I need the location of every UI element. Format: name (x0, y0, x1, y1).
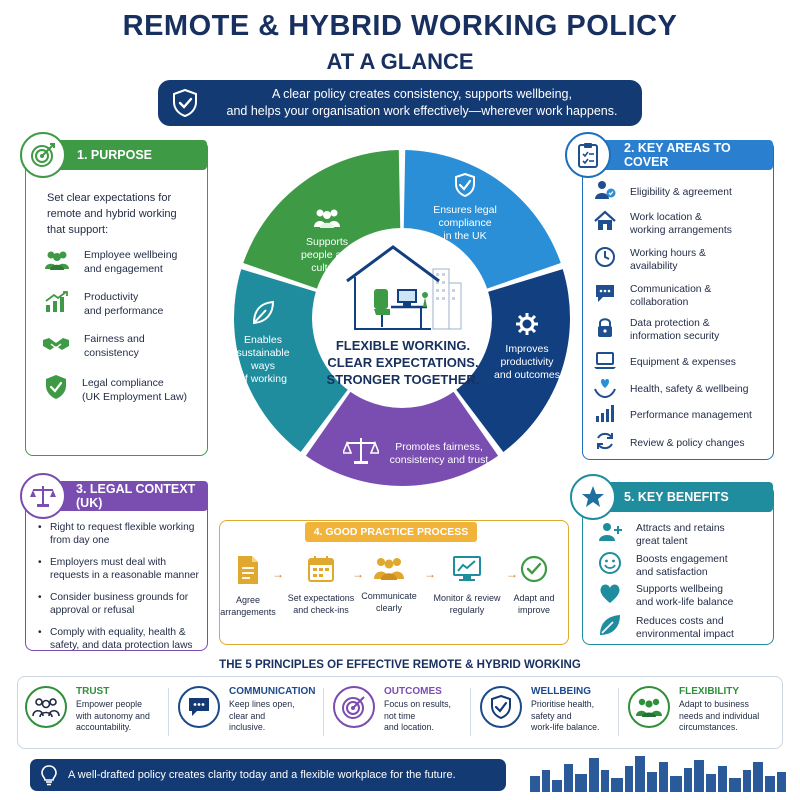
heart-hands-icon (594, 376, 616, 403)
benefit-item (598, 582, 733, 609)
key-area-line-1: Review & policy changes (630, 438, 745, 449)
shield-check-icon (420, 173, 510, 201)
key-area-line-1: Data protection & (630, 317, 710, 329)
segment-line: sustainable (236, 347, 290, 359)
principle-trust (25, 682, 150, 742)
principle-line: circumstances. (679, 722, 738, 732)
principle-line: Adapt to business (679, 699, 749, 709)
team-icon (25, 686, 67, 728)
legal-item-line-1: • Consider business grounds for (50, 592, 189, 603)
step-line-1: Agree (235, 595, 261, 605)
legal-item (38, 626, 208, 652)
banner-line-1: A clear policy creates consistency, supports wellbeing, (272, 87, 572, 101)
refresh-icon (594, 430, 616, 457)
principle-line: Empower people (76, 699, 143, 709)
principle-line: with autonomy and (76, 710, 150, 721)
purpose-intro-line-1: Set clear expectations for (47, 192, 172, 204)
person-check-icon (594, 180, 616, 205)
gear-icon (484, 312, 570, 340)
scales-icon (20, 473, 66, 519)
footer-banner (30, 759, 506, 791)
bar-chart-icon (594, 403, 616, 428)
benefit-item (598, 613, 734, 642)
segment-line: productivity (500, 356, 554, 368)
purpose-item (42, 332, 145, 360)
key-area-line-1: Performance management (630, 410, 752, 421)
laptop-icon (594, 350, 616, 375)
legal-item-line-2: from day one (50, 535, 110, 546)
purpose-item-line-2: and performance (84, 305, 164, 317)
principle-outcomes (333, 682, 451, 742)
lightbulb-icon (30, 764, 68, 786)
principle-line: Focus on results, (384, 699, 451, 709)
purpose-item (44, 248, 177, 276)
legal-heading: 3. LEGAL CONTEXT (UK) (32, 481, 208, 511)
arrow-right-icon: → (272, 567, 284, 581)
purpose-item-line-1: Fairness and (84, 333, 145, 345)
benefit-line-2: great talent (636, 535, 688, 547)
principle-line: needs and individual (679, 710, 760, 721)
segment-line: Enables (244, 334, 282, 346)
process-step (499, 555, 569, 616)
step-line-2: regularly (449, 605, 485, 615)
divider (168, 688, 169, 736)
segment-line: Supports (305, 236, 349, 248)
key-area-item (594, 376, 748, 403)
people-icon (44, 249, 70, 276)
key-areas-heading: 2. KEY AREAS TO COVER (588, 140, 773, 170)
process-step (428, 555, 506, 616)
center-line: STRONGER TOGETHER. (326, 372, 480, 387)
process-step (354, 555, 424, 614)
key-area-line-1: Health, safety & wellbeing (630, 384, 749, 395)
purpose-item-line-2: (UK Employment Law) (82, 390, 188, 403)
key-area-item (594, 316, 719, 343)
purpose-item-line-1: Productivity (84, 291, 139, 303)
legal-item (38, 556, 208, 582)
purpose-item (44, 374, 187, 405)
legal-item-line-2: requests in a reasonable manner (50, 570, 199, 581)
principle-name: OUTCOMES (384, 686, 442, 697)
benefit-line-1: Supports wellbeing (636, 583, 724, 595)
leaf-icon (598, 613, 622, 642)
page-subtitle: AT A GLANCE (326, 49, 474, 74)
wheel-segment-legal (420, 173, 510, 243)
key-area-item (594, 210, 732, 237)
segment-line: of working (239, 373, 287, 385)
principle-name: FLEXIBILITY (679, 686, 739, 697)
segment-line: people and (301, 249, 353, 261)
clock-icon (594, 246, 616, 273)
star-icon (570, 474, 616, 520)
principle-flexibility (628, 682, 759, 742)
home-office-illustration (341, 243, 465, 333)
segment-line: consistency and trust (389, 454, 489, 466)
purpose-item-line-1: Employee wellbeing (84, 249, 178, 261)
principle-name: WELLBEING (531, 686, 591, 697)
step-line-2: arrangements (220, 607, 276, 617)
purpose-item-line-2: consistency (84, 347, 139, 359)
principle-line: clear and (229, 710, 266, 721)
key-area-line-1: Working hours & (630, 247, 706, 259)
key-area-line-2: information security (630, 330, 720, 342)
principle-line: safety and (531, 710, 572, 721)
intro-banner (158, 80, 642, 126)
center-line: CLEAR EXPECTATIONS. (327, 355, 479, 370)
step-line-2: clearly (375, 603, 402, 613)
monitor-chart-icon (428, 555, 506, 588)
arrow-right-icon: → (352, 567, 364, 581)
divider (323, 688, 324, 736)
process-step (213, 555, 283, 618)
users-icon (282, 207, 372, 233)
benefit-line-1: Reduces costs and (636, 615, 724, 627)
principle-line: not time (384, 710, 416, 721)
principle-wellbeing (480, 682, 599, 742)
legal-item-line-1: • Right to request flexible working (50, 522, 195, 533)
key-area-item (594, 180, 732, 205)
step-line-1: Adapt and (513, 593, 555, 603)
key-area-item (594, 403, 752, 428)
calendar-icon (283, 555, 359, 588)
target-icon (333, 686, 375, 728)
handshake-icon (42, 333, 70, 360)
key-area-line-1: Eligibility & agreement (630, 187, 732, 198)
segment-line: ways (251, 360, 275, 372)
principle-line: accountability. (76, 722, 132, 732)
principle-line: Keep lines open, (229, 699, 295, 709)
team-icon (354, 555, 424, 586)
benefit-item (598, 521, 725, 548)
segment-line: Promotes fairness, (395, 441, 483, 453)
segment-line: Ensures legal (433, 204, 497, 216)
key-area-item (594, 282, 711, 309)
principle-line: work-life balance. (531, 722, 600, 732)
benefit-line-1: Boosts engagement (636, 553, 728, 565)
footer-text: A well-drafted policy creates clarity today and a flexible workplace for the future. (68, 769, 456, 781)
center-line: FLEXIBLE WORKING. (335, 338, 471, 353)
purpose-intro (47, 190, 197, 238)
purpose-intro-line-3: that support: (47, 224, 109, 236)
principle-name: TRUST (76, 686, 110, 697)
shield-check-icon (158, 88, 212, 118)
divider (618, 688, 619, 736)
benefit-line-2: and satisfaction (636, 566, 708, 578)
step-line-2: and check-ins (293, 605, 349, 615)
principle-line: and location. (384, 722, 434, 732)
chat-icon (178, 686, 220, 728)
wheel-center-message (300, 337, 506, 388)
key-area-item (594, 430, 744, 457)
city-skyline-illustration (528, 752, 788, 792)
principle-line: Prioritise health, (531, 699, 595, 709)
shield-check-icon (44, 374, 68, 405)
wheel-segment-sustainable (228, 300, 298, 386)
check-circle-icon (499, 555, 569, 588)
step-line-2: improve (517, 605, 550, 615)
scales-icon (343, 435, 379, 470)
key-area-line-1: Communication & (630, 283, 712, 295)
segment-line: Improves (505, 343, 549, 355)
segment-line: culture (311, 262, 343, 274)
segment-line: and outcomes (494, 369, 560, 381)
key-area-line-2: availability (630, 260, 678, 272)
legal-item-line-1: • Comply with equality, health & (50, 627, 186, 638)
add-person-icon (598, 521, 622, 548)
legal-item-line-2: approval or refusal (50, 605, 135, 616)
growth-chart-icon (44, 291, 70, 318)
step-line-1: Monitor & review (433, 593, 501, 603)
house-icon (594, 210, 616, 237)
benefit-item (598, 551, 728, 580)
principle-name: COMMUNICATION (229, 686, 316, 697)
principle-line: inclusive. (229, 722, 266, 732)
lock-icon (594, 316, 616, 343)
heart-icon (598, 582, 622, 609)
chat-icon (594, 282, 616, 309)
arrow-right-icon: → (424, 567, 436, 581)
legal-list (38, 521, 208, 661)
key-area-line-1: Work location & (630, 211, 702, 223)
process-step (283, 555, 359, 616)
wheel-segment-fairness (379, 441, 499, 467)
arrow-right-icon: → (506, 567, 518, 581)
banner-line-2: and helps your organisation work effectively—wherever work happens. (226, 104, 618, 118)
key-area-line-2: collaboration (630, 296, 689, 308)
process-heading: 4. GOOD PRACTICE PROCESS (305, 522, 477, 542)
benefit-line-2: and work-life balance (636, 596, 734, 608)
purpose-heading: 1. PURPOSE (33, 140, 207, 170)
shield-check-icon (480, 686, 522, 728)
key-area-line-2: working arrangements (630, 224, 732, 236)
purpose-item (44, 290, 163, 318)
divider (470, 688, 471, 736)
purpose-intro-line-2: remote and hybrid working (47, 208, 177, 220)
step-line-1: Communicate (361, 591, 417, 601)
segment-line: in the UK (443, 230, 487, 242)
principle-communication (178, 682, 315, 742)
clipboard-icon (565, 132, 611, 178)
principles-title: THE 5 PRINCIPLES OF EFFECTIVE REMOTE & HYBRID WORKING (219, 659, 581, 671)
leaf-icon (228, 300, 298, 330)
benefits-heading: 5. KEY BENEFITS (590, 482, 773, 512)
segment-line: compliance (438, 217, 492, 229)
page-title: REMOTE & HYBRID WORKING POLICY (122, 10, 678, 42)
key-area-item (594, 350, 736, 375)
legal-item-line-1: • Employers must deal with (50, 557, 167, 568)
legal-item (38, 591, 208, 617)
key-area-item (594, 246, 706, 273)
legal-item-line-2: safety, and data protection laws (50, 640, 193, 651)
people-icon (628, 686, 670, 728)
step-line-1: Set expectations (287, 593, 355, 603)
smiley-icon (598, 551, 622, 580)
benefit-line-2: environmental impact (636, 628, 734, 640)
benefit-line-1: Attracts and retains (636, 522, 725, 534)
target-icon (20, 132, 66, 178)
legal-item (38, 521, 208, 547)
purpose-item-line-1: Legal compliance (82, 376, 164, 389)
purpose-item-line-2: and engagement (84, 263, 163, 275)
key-area-line-1: Equipment & expenses (630, 357, 736, 368)
